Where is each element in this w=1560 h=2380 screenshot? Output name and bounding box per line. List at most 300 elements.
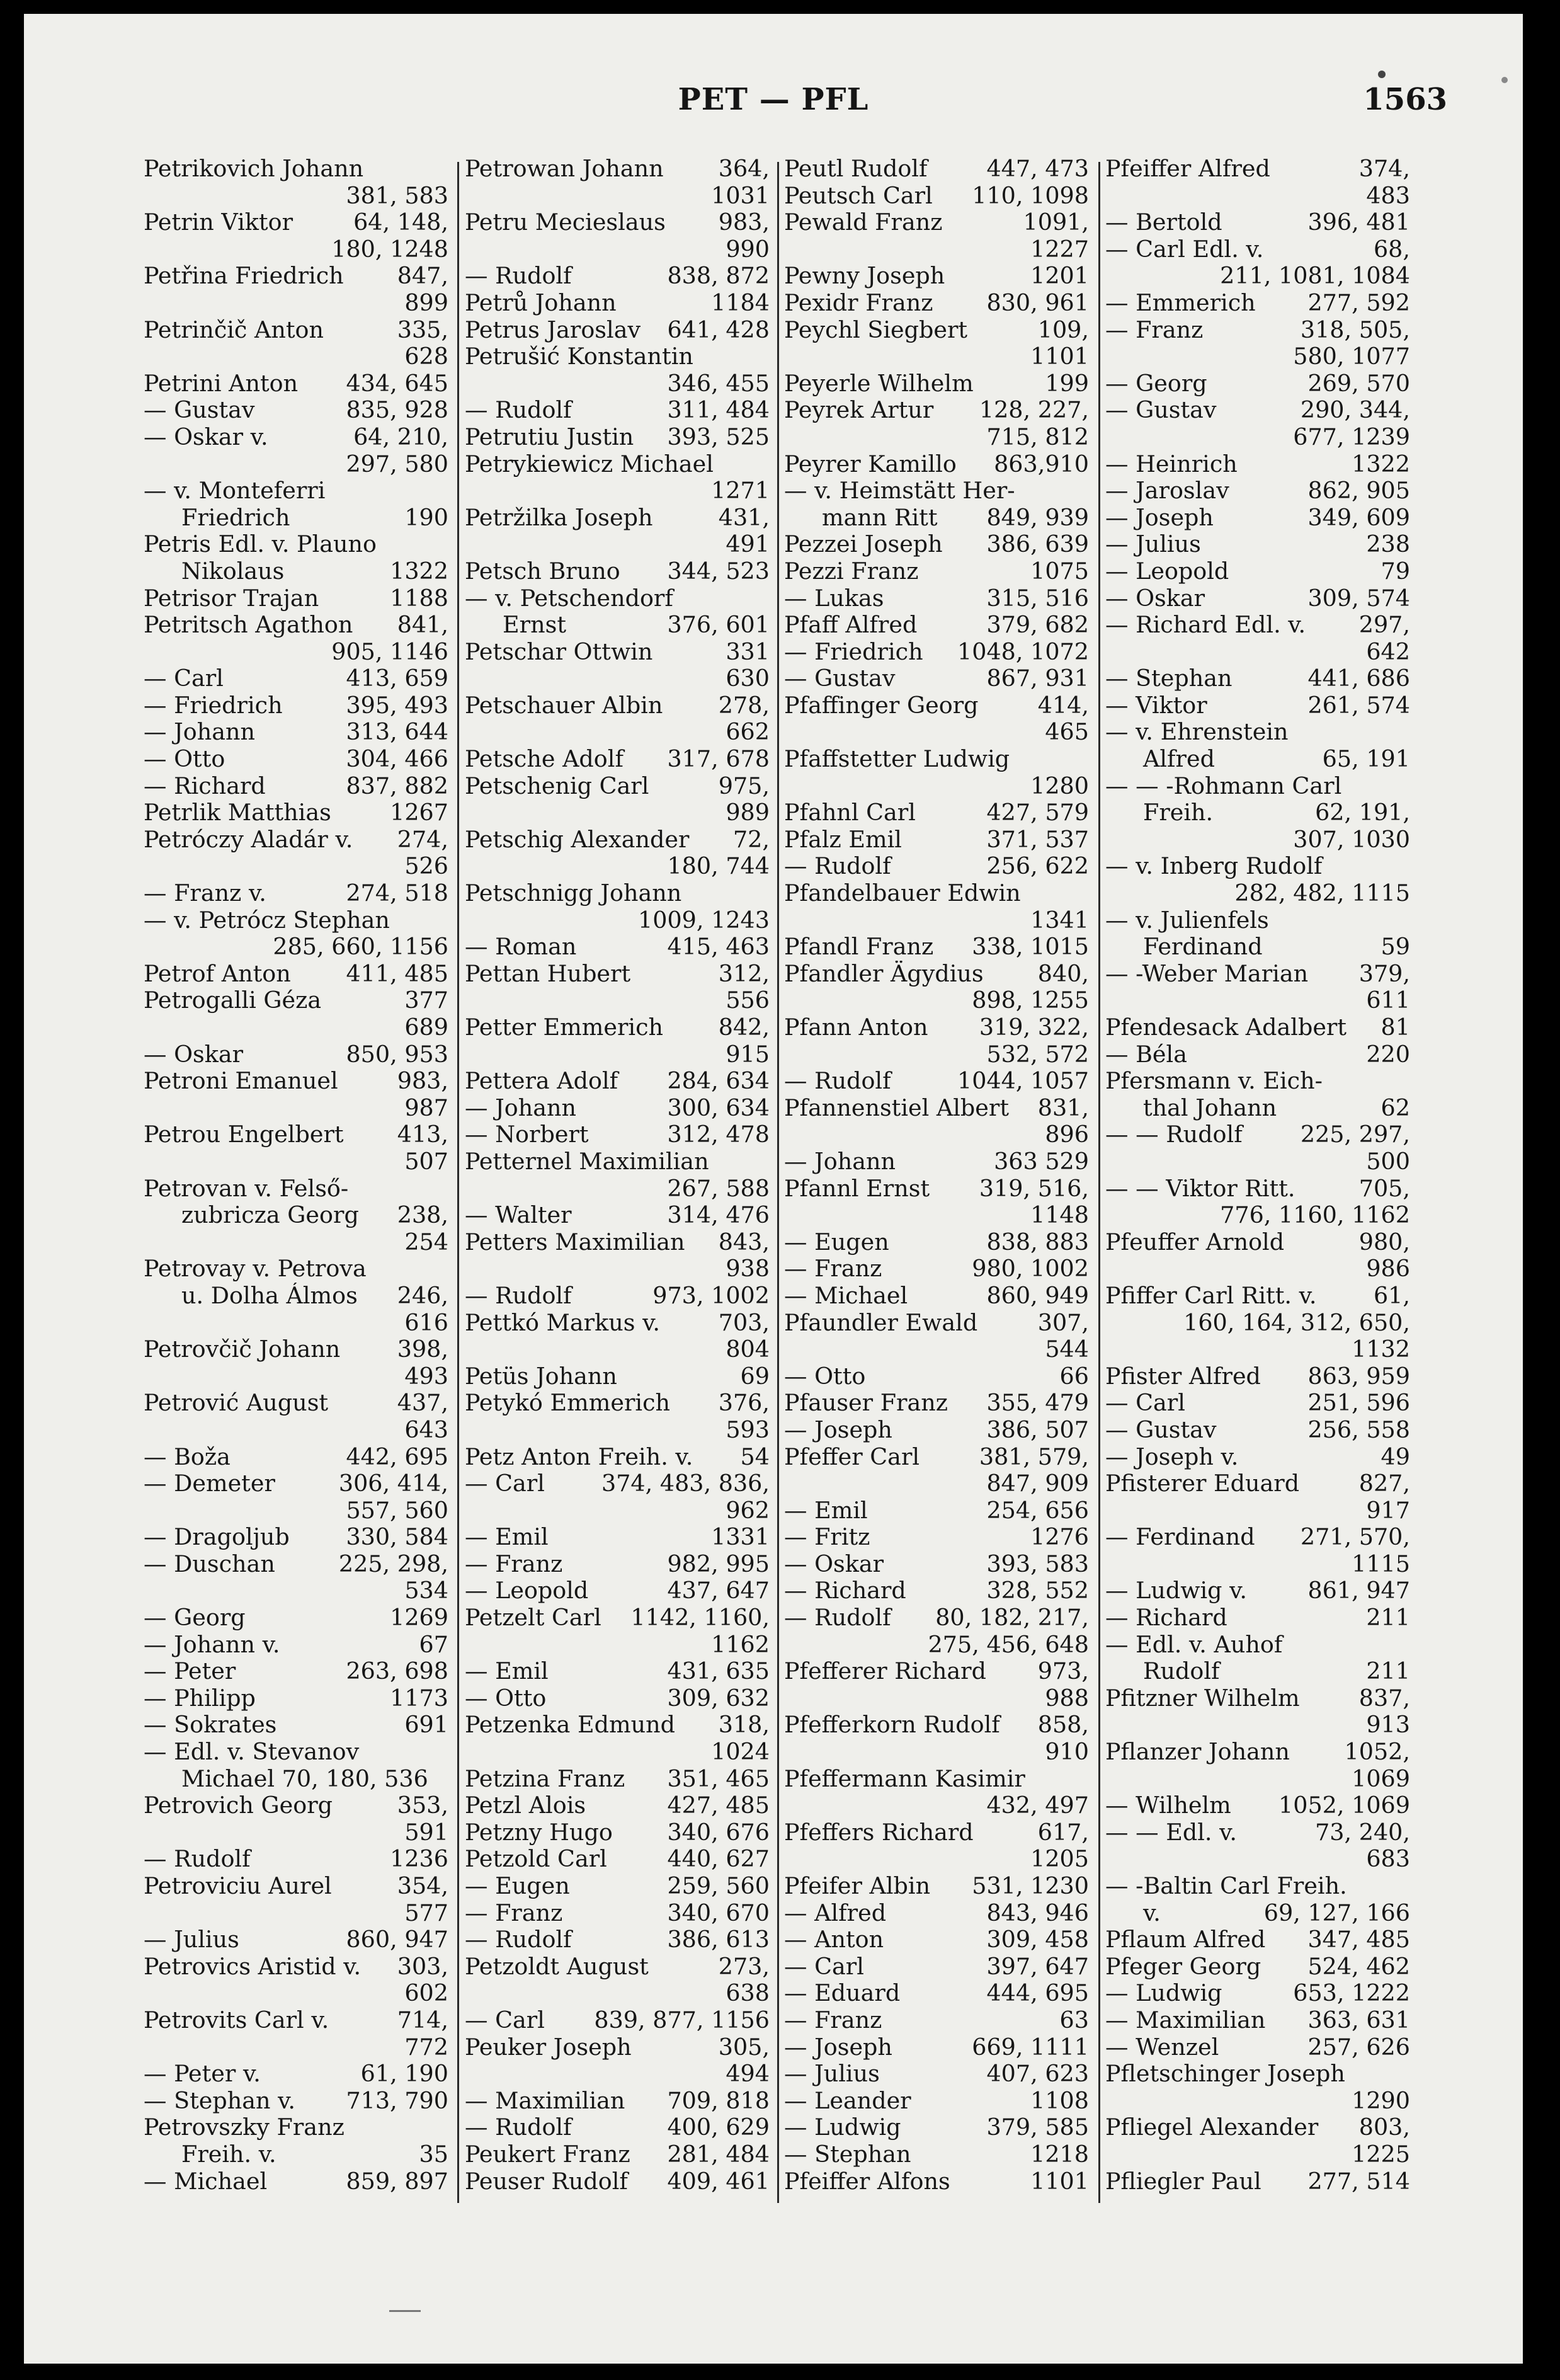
entry-name: — Johann (784, 1148, 896, 1175)
entry-pages: 835, 928 (346, 397, 448, 424)
entry-continuation: 1101 (1030, 343, 1089, 370)
entry-name: — Peter (144, 1658, 236, 1685)
entry-continuation: 494 (726, 2061, 770, 2088)
index-entry (465, 451, 770, 478)
index-entry (465, 236, 770, 263)
index-entry (144, 1658, 448, 1685)
entry-name: — Alfred (784, 1899, 887, 1926)
index-entry (465, 397, 770, 424)
index-entry (784, 961, 1089, 988)
index-entry (465, 1390, 770, 1417)
entry-pages: 393, 583 (986, 1550, 1089, 1577)
index-entry (465, 424, 770, 451)
entry-pages: 431, (718, 504, 770, 531)
index-entry (144, 1068, 448, 1095)
entry-continuation: 938 (726, 1256, 770, 1283)
entry-continuation: 989 (726, 799, 770, 827)
entry-pages: 319, 322, (979, 1014, 1089, 1041)
index-entry (144, 1497, 448, 1525)
entry-name: Pfletschinger Joseph (1105, 2061, 1345, 2088)
entry-continuation: 285, 660, 1156 (273, 934, 448, 961)
index-entry (465, 1229, 770, 1256)
index-entry (784, 1336, 1089, 1363)
entry-name: — Heinrich (1105, 450, 1238, 478)
entry-name: — Joseph (784, 2034, 892, 2061)
index-entry (465, 1900, 770, 1927)
index-entry (465, 505, 770, 532)
entry-name: — Franz v. (144, 880, 266, 907)
entry-name: — Rudolf (784, 1068, 891, 1095)
entry-name: Petrovich Georg (144, 1792, 333, 1819)
entry-pages: 386, 639 (986, 531, 1089, 558)
entry-pages: 862, 905 (1307, 478, 1410, 505)
entry-continuation: 275, 456, 648 (928, 1631, 1089, 1658)
index-entry (1105, 370, 1410, 398)
index-entry (465, 1819, 770, 1846)
entry-name: — Ludwig v. (1105, 1577, 1247, 1605)
entry-name: — v. Heimstätt Her- (784, 478, 1015, 505)
entry-name: Pfisterer Eduard (1105, 1470, 1300, 1497)
index-entry (144, 1095, 448, 1122)
entry-pages: 376, (718, 1390, 770, 1417)
index-entry (465, 317, 770, 344)
entry-name: — Wilhelm (1105, 1792, 1231, 1819)
entry-continuation: 913 (1366, 1712, 1410, 1739)
entry-continuation: 662 (726, 719, 770, 746)
index-entry (465, 1310, 770, 1337)
index-entry (784, 585, 1089, 612)
index-entry (1105, 1766, 1410, 1793)
entry-pages: 277, 592 (1307, 289, 1410, 316)
index-entry (1105, 1605, 1410, 1632)
entry-pages: 705, (1358, 1175, 1410, 1202)
page-number: 1563 (1363, 82, 1447, 117)
index-entry (784, 397, 1089, 424)
entry-name: — Philipp (144, 1685, 256, 1712)
entry-continuation: 910 (1045, 1739, 1089, 1766)
index-entry (784, 505, 1089, 532)
index-entry (784, 531, 1089, 558)
index-entry (1105, 1524, 1410, 1551)
index-entry (1105, 2114, 1410, 2141)
index-entry (465, 1121, 770, 1148)
index-entry (1105, 1577, 1410, 1605)
entry-pages: 254, 656 (986, 1497, 1089, 1524)
index-entry (784, 907, 1089, 934)
index-entry (144, 209, 448, 236)
index-entry (1105, 1202, 1410, 1229)
entry-pages: 274, (397, 826, 448, 853)
entry-name: — Johann v. (144, 1631, 280, 1658)
entry-name: Petrou Engelbert (144, 1121, 344, 1148)
entry-name: Petzold Carl (465, 1846, 607, 1873)
entry-pages: 335, (397, 316, 448, 343)
entry-name: — Demeter (144, 1470, 275, 1497)
entry-name: Pfeffers Richard (784, 1819, 974, 1846)
entry-continuation: 915 (726, 1041, 770, 1068)
entry-pages: 1188 (390, 585, 448, 612)
entry-name: — Michael (144, 2168, 268, 2195)
entry-pages: 861, 947 (1307, 1577, 1410, 1605)
entry-name: — Dragoljub (144, 1524, 290, 1551)
entry-name: Petschig Alexander (465, 826, 690, 853)
entry-continuation: 465 (1045, 719, 1089, 746)
entry-pages: 393, 525 (667, 423, 770, 450)
entry-pages: 67 (419, 1631, 448, 1658)
index-entry (465, 746, 770, 773)
entry-name: Pezzi Franz (784, 558, 919, 585)
entry-pages: 1276 (1030, 1524, 1089, 1551)
index-entry (1105, 934, 1410, 961)
entry-continuation: 491 (726, 531, 770, 558)
entry-name: — Viktor (1105, 692, 1207, 719)
index-entry (465, 2088, 770, 2115)
entry-pages: 128, 227, (979, 397, 1089, 424)
entry-pages: 441, 686 (1307, 665, 1410, 692)
entry-pages: 65, 191 (1322, 746, 1410, 773)
index-entry (144, 263, 448, 290)
entry-continuation: 1115 (1352, 1550, 1410, 1577)
entry-name: — — Rudolf (1105, 1121, 1243, 1148)
entry-name: — Franz (784, 1256, 882, 1283)
index-entry (784, 183, 1089, 210)
entry-name: Petrušić Konstantin (465, 343, 693, 370)
entry-pages: 313, 644 (346, 719, 448, 746)
entry-pages: 413, (397, 1121, 448, 1148)
entry-name: Rudolf (1143, 1658, 1220, 1685)
entry-name: — Edl. v. Stevanov (144, 1739, 360, 1766)
entry-pages: 354, (397, 1873, 448, 1899)
index-entry (784, 1497, 1089, 1525)
index-entry (144, 2088, 448, 2115)
entry-pages: 830, 961 (986, 289, 1089, 316)
entry-pages: 398, (397, 1336, 448, 1363)
entry-continuation: 772 (404, 2034, 448, 2061)
entry-name: Petróczy Aladár v. (144, 826, 353, 853)
entry-continuation: 254 (404, 1228, 448, 1256)
index-entry (465, 987, 770, 1014)
index-entry (1105, 1176, 1410, 1203)
index-entry (784, 2168, 1089, 2195)
entry-pages: 211 (1366, 1605, 1410, 1632)
entry-name: Petschar Ottwin (465, 638, 653, 665)
entry-pages: 110, 1098 (972, 182, 1089, 209)
index-entry (1105, 585, 1410, 612)
entry-name: — Carl (784, 1953, 864, 1980)
index-entry (784, 370, 1089, 398)
index-entry (465, 1712, 770, 1739)
index-entry (465, 2141, 770, 2168)
entry-continuation: 804 (726, 1336, 770, 1363)
entry-continuation: 577 (404, 1899, 448, 1926)
entry-name: — Emil (465, 1524, 549, 1551)
index-entry (144, 773, 448, 800)
index-entry (144, 2141, 448, 2168)
entry-name: — Stephan v. (144, 2087, 296, 2114)
entry-pages: 246, (397, 1282, 448, 1309)
entry-name: — — -Rohmann Carl (1105, 772, 1342, 799)
index-entry (1105, 1739, 1410, 1766)
entry-name: — Rudolf (465, 397, 572, 424)
entry-name: Alfred (1143, 746, 1215, 773)
index-entry (784, 1283, 1089, 1310)
entry-pages: 381, 579, (979, 1443, 1089, 1470)
index-entry (465, 907, 770, 934)
entry-name: Pfeuffer Arnold (1105, 1228, 1285, 1256)
index-entry (1105, 880, 1410, 907)
entry-continuation: 534 (404, 1577, 448, 1605)
index-entry (144, 424, 448, 451)
index-entry (784, 1685, 1089, 1712)
entry-pages: 290, 344, (1300, 397, 1410, 424)
entry-pages: 281, 484 (667, 2141, 770, 2168)
index-entry (465, 1685, 770, 1712)
running-head: PET — PFL (678, 82, 869, 117)
index-entry (784, 2114, 1089, 2141)
entry-pages: 413, 659 (346, 665, 448, 692)
entry-pages: 838, 872 (667, 263, 770, 290)
entry-name: — Emil (465, 1658, 549, 1685)
entry-continuation: 346, 455 (667, 370, 770, 397)
entry-name: — Oskar (144, 1041, 244, 1068)
index-entry (784, 799, 1089, 827)
index-entry (144, 531, 448, 558)
entry-name: — Franz (784, 2006, 882, 2034)
entry-name: — v. Inberg Rudolf (1105, 853, 1323, 880)
entry-name: Petritsch Agathon (144, 612, 353, 639)
entry-pages: 331 (726, 638, 770, 665)
entry-continuation: 593 (726, 1416, 770, 1443)
index-entry (144, 2034, 448, 2061)
column-2 (465, 156, 770, 2195)
index-entry (465, 183, 770, 210)
entry-name: — Ludwig (784, 2114, 901, 2141)
entry-pages: 863, 959 (1307, 1363, 1410, 1390)
index-entry (784, 1766, 1089, 1793)
index-entry (465, 156, 770, 183)
entry-name: — Rudolf (465, 1926, 572, 1954)
index-entry (465, 531, 770, 558)
entry-name: Petzenka Edmund (465, 1712, 676, 1739)
index-entry (784, 1900, 1089, 1927)
index-entry (465, 1658, 770, 1685)
entry-pages: 1173 (390, 1685, 448, 1712)
entry-name: — Otto (144, 746, 225, 773)
entry-name: — Johann (144, 719, 255, 746)
entry-name: Pfliegel Alexander (1105, 2114, 1319, 2141)
index-entry (784, 1256, 1089, 1283)
entry-name: Peyrek Artur (784, 397, 934, 424)
entry-pages: 318, 505, (1300, 316, 1410, 343)
entry-pages: 850, 953 (346, 1041, 448, 1068)
entry-pages: 827, (1358, 1470, 1410, 1497)
entry-name: Petternel Maximilian (465, 1148, 709, 1175)
entry-name: Pexidr Franz (784, 289, 933, 316)
entry-pages: 263, 698 (346, 1658, 448, 1685)
entry-continuation: 776, 1160, 1162 (1220, 1202, 1410, 1229)
entry-pages: 225, 297, (1300, 1121, 1410, 1148)
entry-name: — Julius (1105, 531, 1201, 558)
entry-name: Pfannl Ernst (784, 1175, 930, 1202)
entry-pages: 1052, (1344, 1739, 1410, 1766)
index-entry (784, 1954, 1089, 1981)
index-entry (784, 558, 1089, 585)
entry-name: — Bertold (1105, 209, 1222, 236)
entry-name: Petrovits Carl v. (144, 2006, 329, 2034)
index-entry (784, 263, 1089, 290)
index-entry (784, 1792, 1089, 1819)
entry-name: — -Weber Marian (1105, 960, 1309, 987)
entry-pages: 379, (1358, 960, 1410, 987)
entry-continuation: 1290 (1352, 2087, 1410, 2114)
entry-name: — Jaroslav (1105, 478, 1229, 505)
index-entry (1105, 1497, 1410, 1525)
entry-pages: 80, 182, 217, (935, 1605, 1089, 1632)
entry-name: — Rudolf (465, 263, 572, 290)
index-entry (784, 1014, 1089, 1041)
index-entry (144, 1256, 448, 1283)
entry-continuation: 493 (404, 1363, 448, 1390)
entry-continuation: 381, 583 (346, 182, 448, 209)
entry-continuation: 507 (404, 1148, 448, 1175)
entry-continuation: 500 (1366, 1148, 1410, 1175)
index-entry (784, 1390, 1089, 1417)
index-entry (784, 1873, 1089, 1900)
entry-name: Peyerle Wilhelm (784, 370, 974, 397)
index-entry (465, 1605, 770, 1632)
index-entry (1105, 907, 1410, 934)
entry-pages: 238 (1366, 531, 1410, 558)
entry-pages: 69 (740, 1363, 770, 1390)
entry-name: — Carl (144, 665, 224, 692)
entry-pages: 1052, 1069 (1278, 1792, 1410, 1819)
entry-pages: 377 (404, 987, 448, 1014)
entry-pages: 983, (397, 1068, 448, 1095)
entry-name: Peukert Franz (465, 2141, 630, 2168)
index-entry (144, 1524, 448, 1551)
index-entry (784, 1363, 1089, 1390)
index-entry (465, 1336, 770, 1363)
index-entry (1105, 1229, 1410, 1256)
entry-pages: 442, 695 (346, 1443, 448, 1470)
index-entry (144, 1954, 448, 1981)
entry-pages: 653, 1222 (1293, 1980, 1410, 2007)
entry-name: — Rudolf (465, 1282, 572, 1309)
entry-pages: 395, 493 (346, 692, 448, 719)
index-entry (465, 585, 770, 612)
entry-pages: 81 (1381, 1014, 1410, 1041)
entry-pages: 1044, 1057 (957, 1068, 1089, 1095)
entry-continuation: 689 (404, 1014, 448, 1041)
entry-pages: 1331 (711, 1524, 770, 1551)
entry-name: — Joseph (1105, 504, 1214, 531)
entry-pages: 190 (404, 504, 448, 531)
index-entry (465, 1095, 770, 1122)
entry-name: Freih. (1143, 799, 1214, 827)
entry-continuation: 1225 (1352, 2141, 1410, 2168)
entry-name: Petzina Franz (465, 1765, 625, 1792)
entry-name: Pfersmann v. Eich- (1105, 1068, 1323, 1095)
entry-pages: 379, 682 (986, 612, 1089, 639)
entry-pages: 314, 476 (667, 1202, 770, 1229)
entry-pages: 351, 465 (667, 1765, 770, 1792)
entry-name: Ferdinand (1143, 934, 1263, 961)
index-entry (1105, 719, 1410, 746)
entry-pages: 72, (732, 826, 770, 853)
entry-name: Pfeiffer Alfons (784, 2168, 950, 2195)
entry-name: v. (1143, 1899, 1161, 1926)
index-entry (1105, 263, 1410, 290)
entry-name: Petrovics Aristid v. (144, 1953, 362, 1980)
entry-pages: 427, 485 (667, 1792, 770, 1819)
entry-name: Petzl Alois (465, 1792, 586, 1819)
entry-pages: 261, 574 (1307, 692, 1410, 719)
index-entry (465, 1632, 770, 1659)
entry-continuation: 611 (1366, 987, 1410, 1014)
entry-name: — v. Monteferri (144, 478, 326, 505)
entry-pages: 379, 585 (986, 2114, 1089, 2141)
entry-name: — Rudolf (144, 1846, 251, 1873)
entry-name: Pfandler Ägydius (784, 960, 984, 987)
entry-continuation: 899 (404, 289, 448, 316)
entry-name: — Oskar (1105, 585, 1205, 612)
entry-continuation: 602 (404, 1980, 448, 2007)
entry-pages: 312, 478 (667, 1121, 770, 1148)
entry-name: — Wenzel (1105, 2034, 1219, 2061)
entry-pages: 617, (1037, 1819, 1089, 1846)
entry-name: — Friedrich (784, 638, 923, 665)
entry-pages: 311, 484 (667, 397, 770, 424)
print-speck (389, 2310, 421, 2312)
entry-name: — Carl (465, 2006, 545, 2034)
entry-name: Petrutiu Justin (465, 423, 634, 450)
entry-continuation: 1227 (1030, 236, 1089, 263)
entry-pages: 225, 298, (338, 1550, 448, 1577)
entry-pages: 434, 645 (346, 370, 448, 397)
entry-name: — Maximilian (1105, 2006, 1266, 2034)
index-entry (784, 639, 1089, 666)
entry-continuation: 483 (1366, 182, 1410, 209)
entry-name: — v. Julienfels (1105, 907, 1269, 934)
entry-name: Pfendesack Adalbert (1105, 1014, 1347, 1041)
index-entry (465, 1068, 770, 1095)
index-entry (784, 343, 1089, 370)
entry-name: — Lukas (784, 585, 884, 612)
entry-name: Pfeifer Albin (784, 1873, 931, 1899)
index-entry (1105, 1712, 1410, 1739)
entry-continuation: 616 (404, 1309, 448, 1336)
entry-pages: 35 (419, 2141, 448, 2168)
entry-pages: 63 (1059, 2006, 1089, 2034)
index-entry (144, 2168, 448, 2195)
entry-pages: 863,910 (994, 450, 1089, 478)
entry-continuation: 1009, 1243 (638, 907, 770, 934)
entry-name: — Eugen (784, 1228, 889, 1256)
entry-name: Petrisor Trajan (144, 585, 319, 612)
entry-continuation: 282, 482, 1115 (1234, 880, 1410, 907)
index-entry (144, 2061, 448, 2088)
index-entry (465, 1497, 770, 1525)
entry-pages: 714, (397, 2006, 448, 2034)
entry-name: Petrin Viktor (144, 209, 293, 236)
entry-name: Petrikovich Johann (144, 156, 364, 182)
entry-pages: 397, 647 (986, 1953, 1089, 1980)
entry-name: Pfliegler Paul (1105, 2168, 1261, 2195)
index-entry (144, 665, 448, 692)
entry-pages: 374, (1358, 156, 1410, 182)
index-entry (465, 719, 770, 746)
entry-name: — Richard Edl. v. (1105, 612, 1306, 639)
